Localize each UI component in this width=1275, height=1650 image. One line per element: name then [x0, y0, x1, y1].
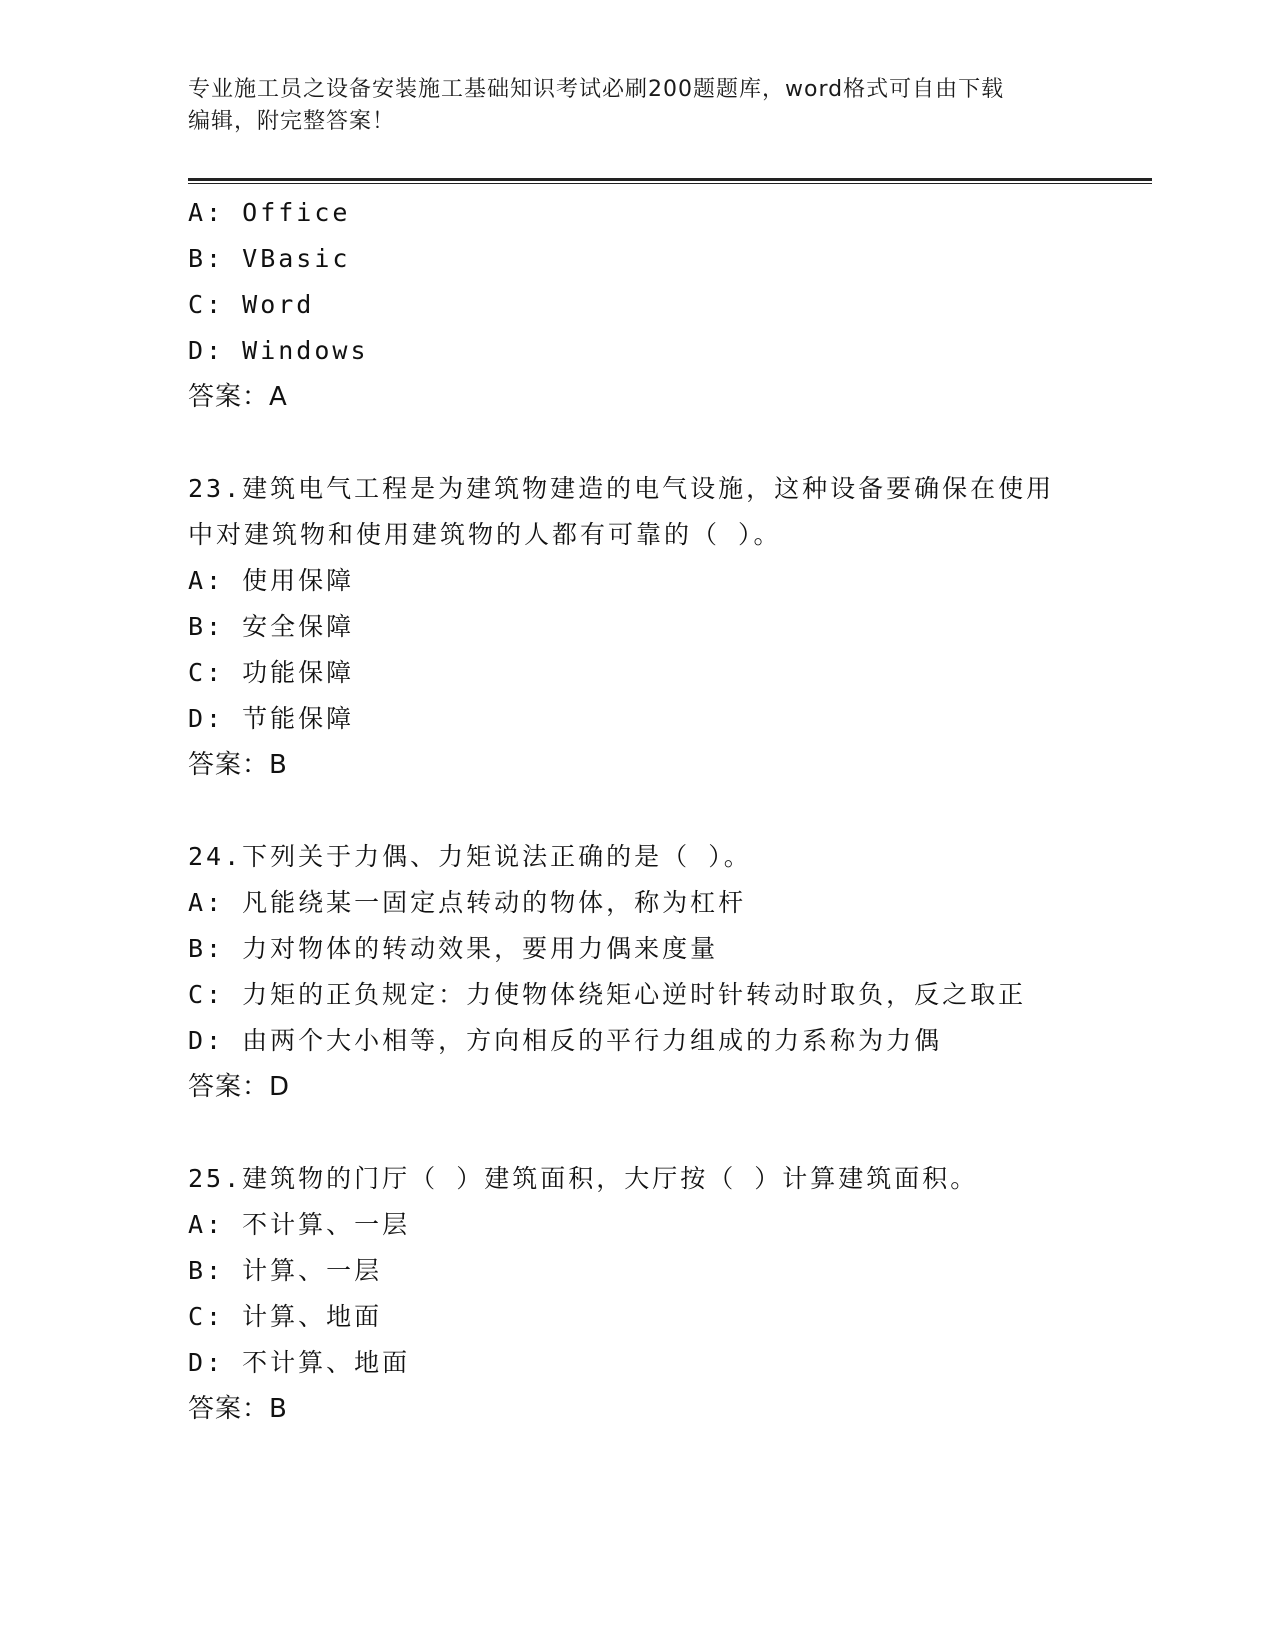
option-a: A: 不计算、一层: [188, 1210, 411, 1239]
option-a: A: Office: [188, 198, 351, 227]
spacer: [188, 1110, 1152, 1156]
header-line-1: 专业施工员之设备安装施工基础知识考试必刷200题题库，word格式可自由下载: [188, 77, 1005, 102]
question-25: [188, 1156, 1152, 1432]
option-d: D: Windows: [188, 336, 369, 365]
answer-label: 答案：B: [188, 750, 288, 780]
document-header: [188, 74, 1088, 138]
spacer: [188, 788, 1152, 834]
option-c: C: 力矩的正负规定：力使物体绕矩心逆时针转动时取负，反之取正: [188, 980, 1027, 1009]
answer-label: 答案：B: [188, 1394, 288, 1424]
option-c: C: 计算、地面: [188, 1302, 383, 1331]
question-list: [188, 190, 1152, 1432]
question-stem: 23.建筑电气工程是为建筑物建造的电气设施，这种设备要确保在使用: [188, 474, 1055, 503]
spacer: [188, 420, 1152, 466]
option-d: D: 节能保障: [188, 704, 355, 733]
option-a: A: 凡能绕某一固定点转动的物体，称为杠杆: [188, 888, 747, 917]
option-d: D: 不计算、地面: [188, 1348, 411, 1377]
option-b: B: 力对物体的转动效果，要用力偶来度量: [188, 934, 719, 963]
option-a: A: 使用保障: [188, 566, 355, 595]
question-22: [188, 190, 1152, 420]
header-divider-thin: [188, 183, 1152, 184]
question-24: [188, 834, 1152, 1110]
question-23: [188, 466, 1152, 788]
answer-label: 答案：A: [188, 382, 288, 412]
question-stem: 25.建筑物的门厅（ ）建筑面积，大厅按（ ）计算建筑面积。: [188, 1164, 979, 1193]
question-stem: 中对建筑物和使用建筑物的人都有可靠的（ ）。: [188, 520, 782, 549]
option-b: B: 安全保障: [188, 612, 355, 641]
question-stem: 24.下列关于力偶、力矩说法正确的是（ ）。: [188, 842, 752, 871]
option-c: C: 功能保障: [188, 658, 355, 687]
answer-label: 答案：D: [188, 1072, 291, 1102]
option-d: D: 由两个大小相等，方向相反的平行力组成的力系称为力偶: [188, 1026, 943, 1055]
header-divider-thick: [188, 178, 1152, 181]
option-b: B: 计算、一层: [188, 1256, 383, 1285]
option-b: B: VBasic: [188, 244, 351, 273]
option-c: C: Word: [188, 290, 315, 319]
header-line-2: 编辑，附完整答案！: [188, 109, 396, 134]
